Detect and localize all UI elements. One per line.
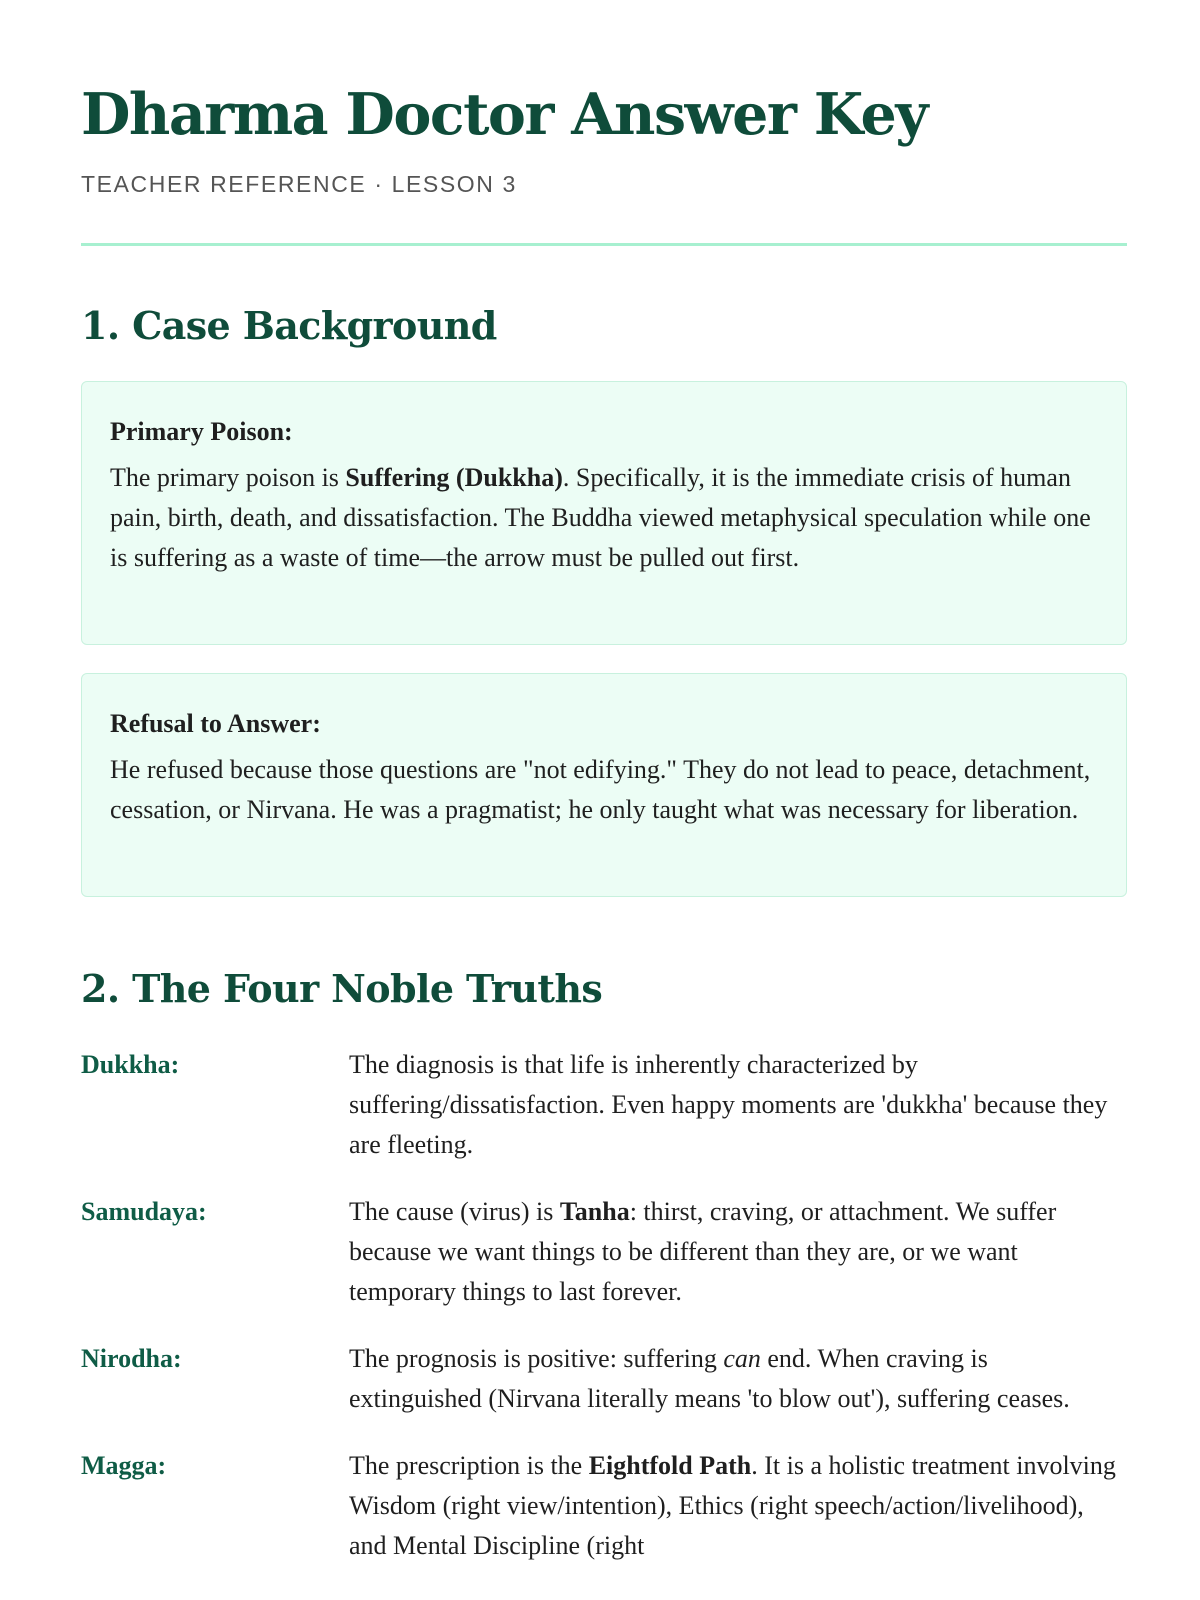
title-divider	[81, 243, 1127, 246]
callout-text: . Specifically, it is the immediate crisis of human pain, birth, death, and dissatisfaction. The Buddha viewed metaphysical speculation while one is suffering as a waste of time—the arrow must be pulled out first.	[110, 463, 1091, 572]
refusal-callout	[81, 673, 1127, 897]
callout-body: He refused because those questions are "not edifying." They do not lead to peace, detachment, cessation, or Nirvana. He was a pragmatist; he only taught what was necessary for liberation.	[110, 755, 1091, 824]
truth-definition	[349, 1446, 1127, 1566]
callout-emphasis: Suffering (Dukkha)	[345, 463, 563, 492]
truth-definition: The diagnosis is that life is inherently characterized by suffering/dissatisfaction. Even happy moments are 'dukkha' because they are fleeting.	[349, 1050, 1108, 1159]
truth-row-dukkha	[81, 1045, 1127, 1165]
truth-term: Samudaya:	[81, 1197, 207, 1226]
section-heading-four-noble-truths: 2. The Four Noble Truths	[81, 966, 603, 1011]
truth-definition	[349, 1192, 1127, 1312]
definition-text: The prescription is the	[349, 1451, 589, 1480]
noble-truths-list	[81, 1045, 1127, 1593]
definition-emphasis: Tanha	[559, 1197, 630, 1226]
callout-text: The primary poison is	[110, 463, 346, 492]
truth-term: Dukkha:	[81, 1050, 180, 1079]
truth-row-nirodha	[81, 1339, 1127, 1419]
callout-label: Primary Poison:	[110, 417, 293, 446]
definition-text: . It is a holistic treatment involving Wisdom (right view/intention), Ethics (right speech/action/livelihood), and Mental Discipline (right	[349, 1451, 1116, 1560]
definition-text: The cause (virus) is	[349, 1197, 560, 1226]
definition-text: The prognosis is positive: suffering	[349, 1344, 724, 1373]
definition-italic: can	[723, 1344, 761, 1373]
truth-row-magga	[81, 1446, 1127, 1566]
truth-term: Magga:	[81, 1451, 167, 1480]
callout-body	[110, 458, 1098, 578]
definition-text: end. When craving is extinguished (Nirvana literally means 'to blow out'), suffering ceases.	[349, 1344, 1070, 1413]
definition-text: : thirst, craving, or attachment. We suffer because we want things to be different than they are, or we want temporary things to last forever.	[349, 1197, 1057, 1306]
definition-emphasis: Eightfold Path	[588, 1451, 752, 1480]
truth-definition	[349, 1339, 1127, 1419]
truth-row-samudaya	[81, 1192, 1127, 1312]
truth-term: Nirodha:	[81, 1344, 182, 1373]
page-subtitle: TEACHER REFERENCE · LESSON 3	[81, 171, 517, 197]
page-title: Dharma Doctor Answer Key	[81, 81, 927, 148]
primary-poison-callout	[81, 381, 1127, 645]
section-heading-case-background: 1. Case Background	[81, 303, 497, 348]
callout-label: Refusal to Answer:	[110, 709, 321, 738]
